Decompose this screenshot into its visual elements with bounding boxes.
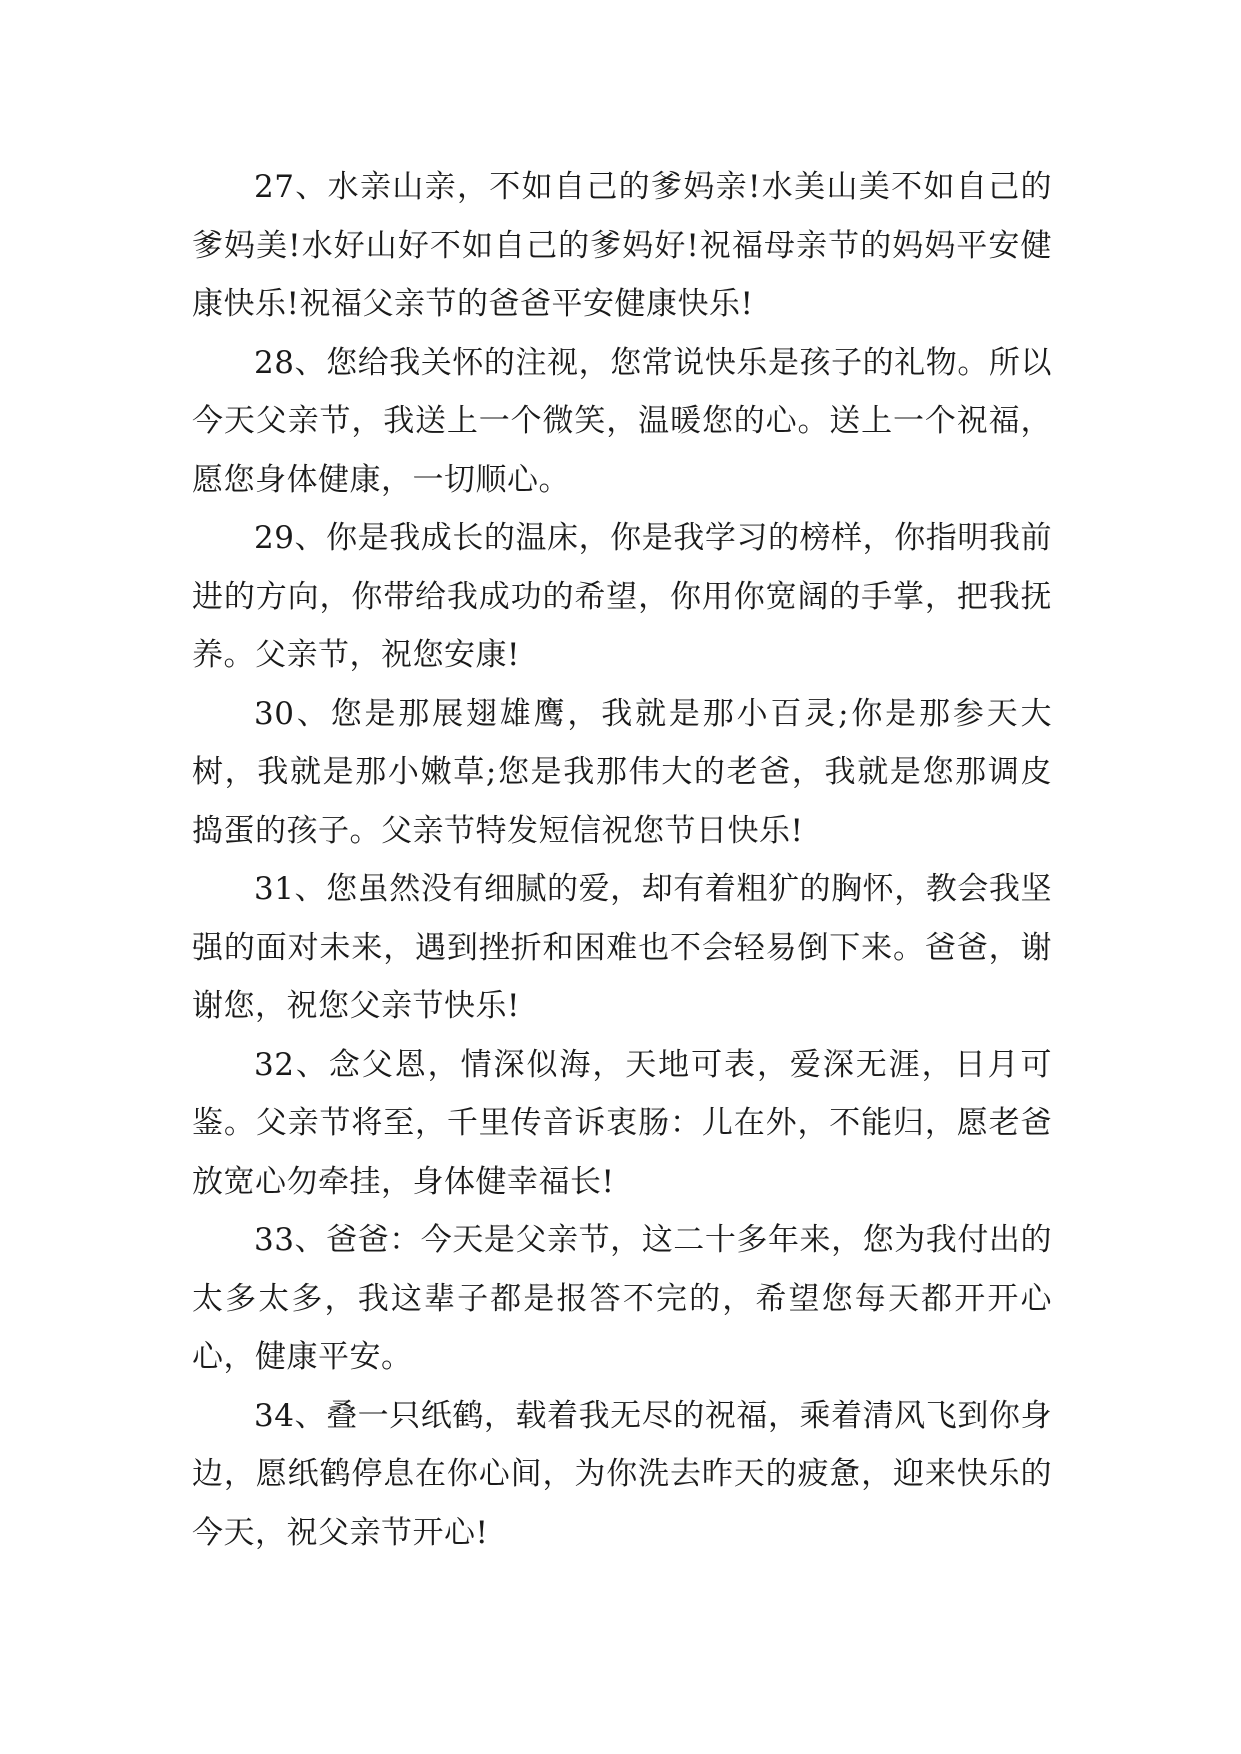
paragraph-30: 30、您是那展翅雄鹰，我就是那小百灵;你是那参天大树，我就是那小嫩草;您是我那伟大的老爸，我就是您那调皮捣蛋的孩子。父亲节特发短信祝您节日快乐! [192,695,1052,849]
paragraph-33: 33、爸爸：今天是父亲节，这二十多年来，您为我付出的太多太多，我这辈子都是报答不完的，希望您每天都开开心心，健康平安。 [192,1222,1052,1375]
paragraph-27: 27、水亲山亲，不如自己的爹妈亲!水美山美不如自己的爹妈美!水好山好不如自己的爹妈好!祝福母亲节的妈妈平安健康快乐!祝福父亲节的爸爸平安健康快乐! [192,169,1052,322]
document-body [192,158,1052,1562]
paragraph-31: 31、您虽然没有细腻的爱，却有着粗犷的胸怀，教会我坚强的面对未来，遇到挫折和困难也不会轻易倒下来。爸爸，谢谢您，祝您父亲节快乐! [192,871,1052,1024]
paragraph-28: 28、您给我关怀的注视，您常说快乐是孩子的礼物。所以今天父亲节，我送上一个微笑，温暖您的心。送上一个祝福，愿您身体健康，一切顺心。 [192,344,1052,498]
paragraph-32: 32、念父恩，情深似海，天地可表，爱深无涯，日月可鉴。父亲节将至，千里传音诉衷肠：儿在外，不能归，愿老爸放宽心勿牵挂，身体健幸福长! [192,1046,1052,1200]
paragraph-34: 34、叠一只纸鹤，载着我无尽的祝福，乘着清风飞到你身边，愿纸鹤停息在你心间，为你洗去昨天的疲惫，迎来快乐的今天，祝父亲节开心! [192,1397,1052,1551]
paragraph-29: 29、你是我成长的温床，你是我学习的榜样，你指明我前进的方向，你带给我成功的希望，你用你宽阔的手掌，把我抚养。父亲节，祝您安康! [192,520,1052,673]
